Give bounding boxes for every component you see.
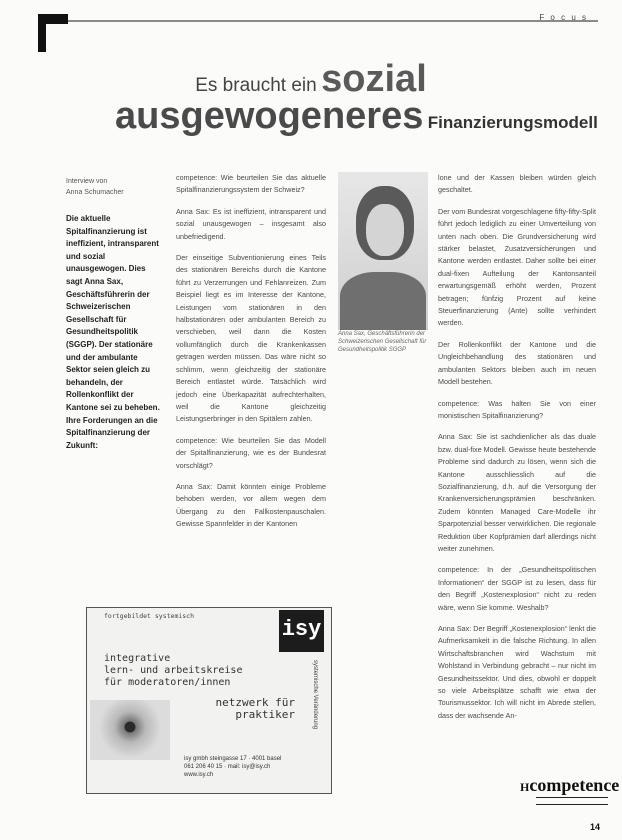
- byline: [66, 176, 124, 198]
- col3-paragraph: Der vom Bundesrat vorgeschlagene fifty-fifty-Split führt jedoch lediglich zu einer Umverteilung von unten nach oben. Die Grundversicherung wird stärker belastet, Zusatzversicherungen und Kantone werden entlastet. Daher sollte bei einer dual-fixen Aufteilung der Kantonsanteil erwartungsgemäß erhöht werden, Prozent betragen; fünfzig Prozent auf keine Steuerfinanzierung (Ante) sollte verhindert werden.: [438, 206, 596, 328]
- col2-paragraph: competence: Wie beurteilen Sie das Modell der Spitalfinanzierung, wie es der Bundesrat vorschlägt?: [176, 435, 326, 470]
- headline-emphasis: sozial: [321, 58, 427, 100]
- ad-address-line: isy gmbh steingasse 17 · 4001 basel: [184, 756, 282, 762]
- section-label: F o c u s: [539, 13, 588, 22]
- ad-network-line: netzwerk für: [215, 696, 295, 709]
- headline-line-2: [115, 95, 615, 138]
- brand-underline: [536, 797, 608, 805]
- header-rule: [68, 20, 598, 22]
- headline-emphasis-2: ausgewogeneres: [115, 95, 424, 137]
- corner-bracket: [38, 14, 68, 52]
- portrait-photo: [338, 172, 428, 330]
- byline-author: Anna Schumacher: [66, 189, 124, 196]
- photo-caption: Anna Sax, Geschäftsführerin der Schweizerischen Gesellschaft für Gesundheitspolitik SGGP: [338, 331, 427, 353]
- page-number: 14: [590, 822, 601, 832]
- ad-title-line: lern- und arbeitskreise: [104, 665, 243, 676]
- ad-address: [184, 755, 314, 779]
- ad-logo: isy: [279, 610, 324, 652]
- portrait-face: [366, 204, 404, 256]
- article-column-2: [176, 172, 326, 540]
- col3-paragraph: competence: In der „Gesundheitspolitischen Informationen“ der SGGP ist zu lesen, dass für den Begriff „Kostenexplosion“ nicht zu reden wäre, wenn Sie komme. Weshalb?: [438, 565, 596, 612]
- ad-address-line: www.isy.ch: [184, 772, 214, 778]
- ad-vertical-text: systemische Veränderung: [312, 660, 318, 730]
- col3-paragraph: lone und der Kassen bleiben würden gleich geschaltet.: [438, 173, 596, 195]
- ad-title-line: integrative: [104, 653, 171, 664]
- ad-eye-photo: [90, 700, 170, 760]
- col2-paragraph: Der einseitige Subventionierung eines Teils des stationären Bereichs durch die Kantone führt zu Verzerrungen und Fehlanreizen. Zum Beispiel liegt es im Interesse der Kantone, Leistungen vom stationären in den halbstationären oder ambulanten Bereich zu verschieben, weil dann die Kosten vollumfänglich durch die Krankenkassen getragen werden müssen. Das wäre nicht so schlimm, wenn gleichzeitig der stationäre Bereich entlastet würde. Tatsächlich wird jedoch eine Überkapazität aufrechterhalten, weil die Kantone gleichzeitig Leistungserbringer in den Spitälern zahlen.: [176, 253, 326, 424]
- col2-paragraph: Anna Sax: Es ist ineffizient, intransparent und sozial unausgewogen – insgesamt also unbefriedigend.: [176, 206, 326, 241]
- headline-lead-words: Es braucht ein: [195, 75, 317, 96]
- col2-paragraph: competence: Wie beurteilen Sie das aktuelle Spitalfinanzierungssystem der Schweiz?: [176, 173, 326, 195]
- lead-paragraph: Die aktuelle Spitalfinanzierung ist ineffizient, intransparent und sozial unausgewogen. Dies sagt Anna Sax, Geschäftsführerin der Schweizerischen Gesellschaft für Gesundheitspolitik (SGGP). Der stationäre und der ambulante Sektor seien gleich zu behandeln, der Rollenkonflikt der Kantone sei zu beheben. Ihre Forderungen an die Spitalfinanzierung der Zukunft:: [66, 214, 160, 450]
- portrait-shoulders: [340, 272, 426, 330]
- col3-paragraph: competence: Was halten Sie von einer monistischen Spitalfinanzierung?: [438, 398, 596, 420]
- col3-paragraph: Anna Sax: Der Begriff „Kostenexplosion“ lenkt die Aufmerksamkeit in die falsche Richtung. In allen Wirtschaftsbranchen wird Wachstum mit Wohlstand in Verbindung gebracht – nur nicht im Gesundheitssektor. Und dies, obwohl er doppelt so viele Arbeitsplätze schafft wie etwa der Tourismussektor. Ich will nicht im Abrede stellen, dass der wachsende An-: [438, 624, 596, 720]
- article-column-3: [438, 172, 596, 731]
- ad-kicker: fortgebildet systemisch: [104, 612, 195, 620]
- headline-tail: Finanzierungsmodell: [427, 113, 598, 132]
- ad-title-line: für moderatoren/innen: [104, 677, 231, 688]
- ad-network-text: [180, 697, 295, 721]
- ad-address-line: 061 206 40 15 · mail: isy@isy.ch: [184, 764, 271, 770]
- magazine-brand: [520, 775, 619, 796]
- brand-prefix: H: [520, 780, 530, 794]
- col3-paragraph: Anna Sax: Sie ist sachdienlicher als das duale bzw. dual-fixe Modell. Gewisse heute bestehende Probleme sind dadurch zu lösen, wenn sich die Kantone ausschliesslich auf die Sozialfinanzierung, d.h. auf die Versorgung der Krankenversicherungsprämien beschränken. Zudem könnten Managed Care-Modelle ihr Sparpotenzial besser verwirklichen. Die regionale Reduktion über Kopfprämien darf allerdings nicht weiter zunehmen.: [438, 432, 596, 553]
- ad-network-line: praktiker: [235, 708, 295, 721]
- ad-title: [104, 653, 242, 689]
- col3-paragraph: Der Rollenkonflikt der Kantone und die Ungleichbehandlung des stationären und ambulanten Sektors bleiben auch im neuen Modell bestehen.: [438, 339, 596, 387]
- brand-name: competence: [529, 775, 620, 795]
- byline-label: Interview von: [66, 178, 108, 185]
- col2-paragraph: Anna Sax: Damit könnten einige Probleme behoben werden, vor allem wegen dem Übergang zu den Fallkostenpauschalen. Gewisse Spannfelder in der Kantonen: [176, 481, 326, 529]
